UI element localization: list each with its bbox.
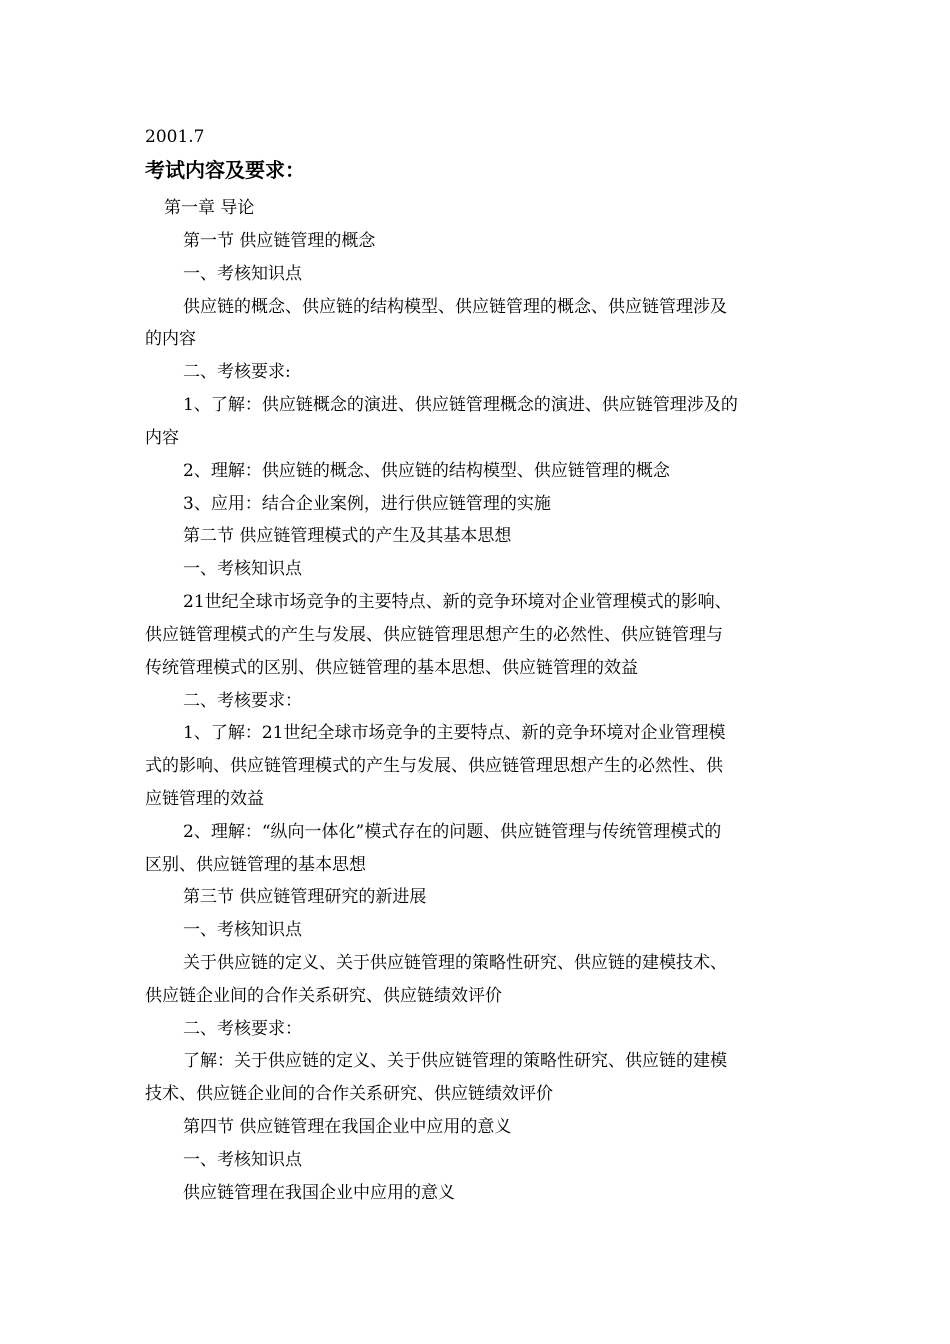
paragraph-line: 关于供应链的定义、关于供应链管理的策略性研究、供应链的建模技术、 [183, 953, 727, 973]
subheading: 二、考核要求： [183, 691, 302, 711]
paragraph-line: 1、了解：供应链概念的演进、供应链管理概念的演进、供应链管理涉及的 [183, 395, 738, 415]
paragraph-line: 了解：关于供应链的定义、关于供应链管理的策略性研究、供应链的建模 [183, 1051, 727, 1071]
chapter-title: 第一章 导论 [164, 198, 255, 218]
subheading: 一、考核知识点 [183, 264, 302, 284]
subheading: 一、考核知识点 [183, 559, 302, 579]
paragraph-line: 区别、供应链管理的基本思想 [145, 855, 366, 875]
paragraph-line: 供应链企业间的合作关系研究、供应链绩效评价 [145, 986, 502, 1006]
subheading: 一、考核知识点 [183, 920, 302, 940]
paragraph-line: 21世纪全球市场竞争的主要特点、新的竞争环境对企业管理模式的影响、 [183, 592, 732, 612]
section-title: 第四节 供应链管理在我国企业中应用的意义 [183, 1117, 512, 1137]
document-date: 2001.7 [145, 127, 205, 147]
section-title: 第三节 供应链管理研究的新进展 [183, 887, 427, 907]
paragraph-line: 内容 [145, 428, 179, 448]
subheading: 二、考核要求: [183, 362, 291, 382]
paragraph-line: 2、理解：供应链的概念、供应链的结构模型、供应链管理的概念 [183, 461, 670, 481]
paragraph-line: 传统管理模式的区别、供应链管理的基本思想、供应链管理的效益 [145, 658, 638, 678]
paragraph-line: 技术、供应链企业间的合作关系研究、供应链绩效评价 [145, 1084, 553, 1104]
paragraph-line: 3、应用：结合企业案例，进行供应链管理的实施 [183, 494, 551, 514]
section-heading: 考试内容及要求： [145, 158, 305, 182]
paragraph-line: 1、了解：21世纪全球市场竞争的主要特点、新的竞争环境对企业管理模 [183, 723, 726, 743]
section-title: 第二节 供应链管理模式的产生及其基本思想 [183, 526, 512, 546]
paragraph-line: 供应链管理模式的产生与发展、供应链管理思想产生的必然性、供应链管理与 [145, 625, 723, 645]
paragraph-line: 的内容 [145, 329, 196, 349]
subheading: 二、考核要求： [183, 1019, 302, 1039]
paragraph-line: 2、理解：“纵向一体化”模式存在的问题、供应链管理与传统管理模式的 [183, 822, 722, 842]
section-title: 第一节 供应链管理的概念 [183, 231, 376, 251]
subheading: 一、考核知识点 [183, 1150, 302, 1170]
paragraph-line: 应链管理的效益 [145, 789, 264, 809]
paragraph-line: 供应链的概念、供应链的结构模型、供应链管理的概念、供应链管理涉及 [183, 297, 727, 317]
paragraph-line: 供应链管理在我国企业中应用的意义 [183, 1183, 455, 1203]
paragraph-line: 式的影响、供应链管理模式的产生与发展、供应链管理思想产生的必然性、供 [145, 756, 723, 776]
